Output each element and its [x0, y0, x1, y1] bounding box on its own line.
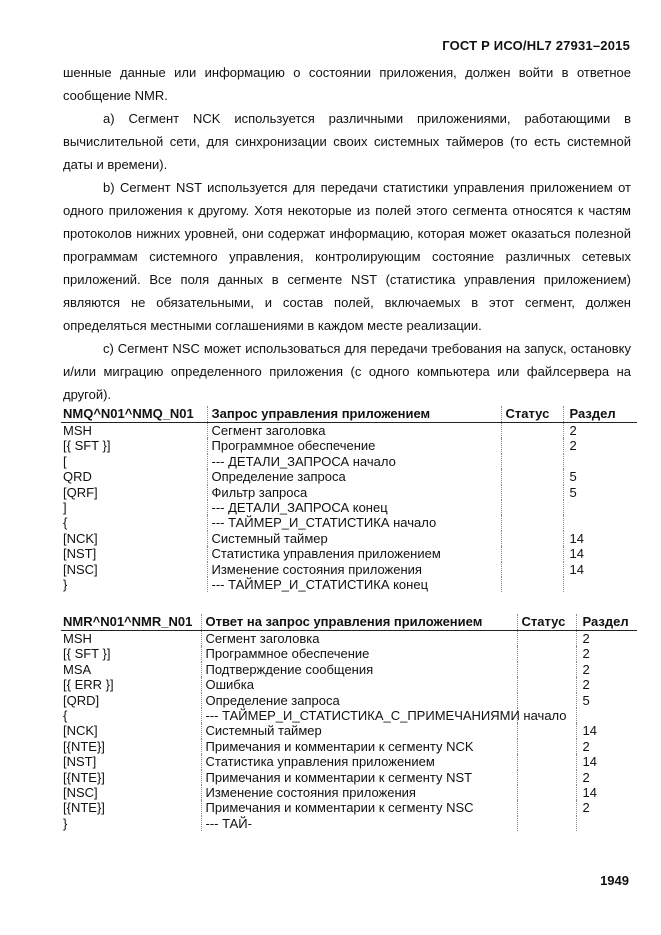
segment-code: MSH	[63, 631, 92, 646]
segment-description: Фильтр запроса	[207, 485, 501, 500]
header-status: Статус	[517, 614, 576, 631]
segment-code: QRD	[63, 469, 92, 485]
paragraph-nck: a) Сегмент NCK используется различными приложениями, работающими в вычислительной сети, для синхронизации своих системных таймеров (то есть системной даты и времени).	[63, 111, 631, 172]
table-row	[61, 723, 637, 738]
segment-status	[501, 454, 563, 469]
segment-section: 14	[563, 546, 637, 561]
table-row	[61, 454, 637, 469]
segment-description: Статистика управления приложением	[201, 754, 517, 769]
segment-code: [QRD]	[63, 692, 100, 708]
segment-status	[501, 546, 563, 561]
table-row	[61, 785, 637, 800]
segment-description: Системный таймер	[201, 723, 517, 738]
paragraph-nst: b) Сегмент NST используется для передачи статистики управления приложением от одного приложения к другому. Хотя некоторые из полей этого сегмента относятся к частям протоколов нижних уровней, они содержат информацию, которая может оказаться полезной программам системного управления, контролирующим состояние различных сетевых приложений. Все поля данных в сегменте NST (статистика управления приложением) являются не обязательными, и состав полей, включаемых в этот сегмент, должен определяться местными соглашениями в каждом месте реализации.	[63, 180, 631, 333]
segment-code: [NSC]	[63, 561, 98, 577]
segment-status	[517, 754, 576, 769]
segment-description: Примечания и комментарии к сегменту NCK	[201, 739, 517, 754]
table-row	[61, 438, 637, 453]
segment-code: ]	[63, 500, 67, 516]
segment-section: 14	[563, 531, 637, 546]
segment-description: Системный таймер	[207, 531, 501, 546]
header-status: Статус	[501, 406, 563, 423]
segment-status	[517, 631, 576, 647]
header-section: Раздел	[563, 406, 637, 423]
segment-section: 2	[576, 646, 637, 661]
paragraph-nsc: c) Сегмент NSC может использоваться для передачи требования на запуск, остановку и/или миграцию определенного приложения (с одного компьютера или файлсервера на другой).	[63, 341, 631, 402]
segment-code: [{ SFT }]	[63, 438, 111, 454]
table-row	[61, 562, 637, 577]
segment-description: --- ТАЙМЕР_И_СТАТИСТИКА начало	[207, 515, 501, 530]
segment-section: 5	[563, 485, 637, 500]
segment-section	[563, 577, 637, 592]
segment-description: Программное обеспечение	[201, 646, 517, 661]
segment-description: --- ТАЙМЕР_И_СТАТИСТИКА_С_ПРИМЕЧАНИЯМИ начало	[201, 708, 517, 723]
header-message: NMQ^N01^NMQ_N01	[61, 406, 207, 423]
segment-code: [{NTE}]	[63, 769, 105, 785]
segment-description: Определение запроса	[207, 469, 501, 484]
segment-status	[501, 515, 563, 530]
table-row	[61, 770, 637, 785]
segment-code: }	[63, 815, 68, 831]
table-row	[61, 708, 637, 723]
segment-code: {	[63, 708, 68, 724]
segment-code: [{NTE}]	[63, 800, 105, 816]
segment-section: 2	[563, 423, 637, 439]
segment-section: 14	[576, 754, 637, 769]
segment-section: 2	[563, 438, 637, 453]
segment-code: [QRF]	[63, 484, 98, 500]
segment-status	[501, 469, 563, 484]
segment-description: Подтверждение сообщения	[201, 662, 517, 677]
segment-section: 2	[576, 677, 637, 692]
table-row	[61, 816, 637, 831]
segment-status	[501, 562, 563, 577]
segment-description: --- ТАЙМЕР_И_СТАТИСТИКА конец	[207, 577, 501, 592]
table-row	[61, 754, 637, 769]
segment-status	[517, 677, 576, 692]
segment-code: [NST]	[63, 754, 97, 770]
segment-status	[501, 485, 563, 500]
segment-code: {	[63, 515, 68, 531]
segment-code: [NCK]	[63, 723, 98, 739]
segment-code: [NSC]	[63, 785, 98, 801]
table-row	[61, 631, 637, 647]
segment-section: 2	[576, 800, 637, 815]
segment-description: Программное обеспечение	[207, 438, 501, 453]
segment-section: 5	[563, 469, 637, 484]
segment-description: Ошибка	[201, 677, 517, 692]
table-header-row	[61, 614, 637, 631]
segment-description: Сегмент заголовка	[207, 423, 501, 439]
segment-section: 14	[563, 562, 637, 577]
segment-status	[517, 662, 576, 677]
table-row	[61, 469, 637, 484]
segment-code: [	[63, 453, 67, 469]
segment-code: MSA	[63, 661, 92, 677]
segment-section	[563, 500, 637, 515]
segment-description: Примечания и комментарии к сегменту NSC	[201, 800, 517, 815]
segment-status	[501, 531, 563, 546]
segment-section	[563, 515, 637, 530]
segment-status	[501, 577, 563, 592]
segment-description: Изменение состояния приложения	[207, 562, 501, 577]
segment-status	[517, 739, 576, 754]
segment-description: Примечания и комментарии к сегменту NST	[201, 770, 517, 785]
segment-description: --- ДЕТАЛИ_ЗАПРОСА начало	[207, 454, 501, 469]
segment-status	[517, 770, 576, 785]
segment-section: 5	[576, 693, 637, 708]
segment-status	[517, 723, 576, 738]
header-description: Запрос управления приложением	[207, 406, 501, 423]
table-row	[61, 739, 637, 754]
table-row	[61, 693, 637, 708]
table-row	[61, 677, 637, 692]
segment-status	[501, 423, 563, 439]
segment-description: --- ДЕТАЛИ_ЗАПРОСА конец	[207, 500, 501, 515]
segment-code: [{NTE}]	[63, 738, 105, 754]
segment-code: [NCK]	[63, 530, 98, 546]
segment-code: [NST]	[63, 546, 97, 562]
segment-code: [{ ERR }]	[63, 677, 114, 693]
segment-status	[501, 500, 563, 515]
table-row	[61, 800, 637, 815]
segment-status	[517, 785, 576, 800]
segment-section: 2	[576, 631, 637, 647]
segment-code: }	[63, 577, 68, 593]
table-row	[61, 577, 637, 592]
standard-header: ГОСТ Р ИСО/HL7 27931–2015	[442, 38, 630, 53]
segment-status	[517, 646, 576, 661]
table-row	[61, 662, 637, 677]
header-message: NMR^N01^NMR_N01	[61, 614, 201, 631]
segment-section: 14	[576, 723, 637, 738]
header-section: Раздел	[576, 614, 637, 631]
segment-description: Изменение состояния приложения	[201, 785, 517, 800]
segment-section	[563, 454, 637, 469]
table-row	[61, 500, 637, 515]
segment-section	[576, 708, 637, 723]
table-row	[61, 531, 637, 546]
segment-description: Определение запроса	[201, 693, 517, 708]
segment-section	[576, 816, 637, 831]
segment-section: 2	[576, 662, 637, 677]
segment-code: [{ SFT }]	[63, 646, 111, 662]
table-row	[61, 546, 637, 561]
header-description: Ответ на запрос управления приложением	[201, 614, 517, 631]
segment-section: 14	[576, 785, 637, 800]
table-row	[61, 646, 637, 661]
table-row	[61, 515, 637, 530]
segment-section: 2	[576, 739, 637, 754]
body-text	[63, 61, 631, 406]
segment-status	[517, 816, 576, 831]
table-row	[61, 423, 637, 439]
segment-status	[517, 800, 576, 815]
nmq-segment-table	[61, 406, 637, 592]
segment-description: Сегмент заголовка	[201, 631, 517, 647]
segment-status	[501, 438, 563, 453]
segment-description: --- ТАЙ-	[201, 816, 517, 831]
table-row	[61, 485, 637, 500]
segment-section: 2	[576, 770, 637, 785]
table-header-row	[61, 406, 637, 423]
segment-description: Статистика управления приложением	[207, 546, 501, 561]
segment-code: MSH	[63, 423, 92, 438]
nmr-segment-table	[61, 614, 637, 831]
page-number: 1949	[600, 873, 629, 888]
paragraph-continuation: шенные данные или информацию о состоянии приложения, должен войти в ответное сообщение NMR.	[63, 65, 631, 103]
segment-status	[517, 693, 576, 708]
